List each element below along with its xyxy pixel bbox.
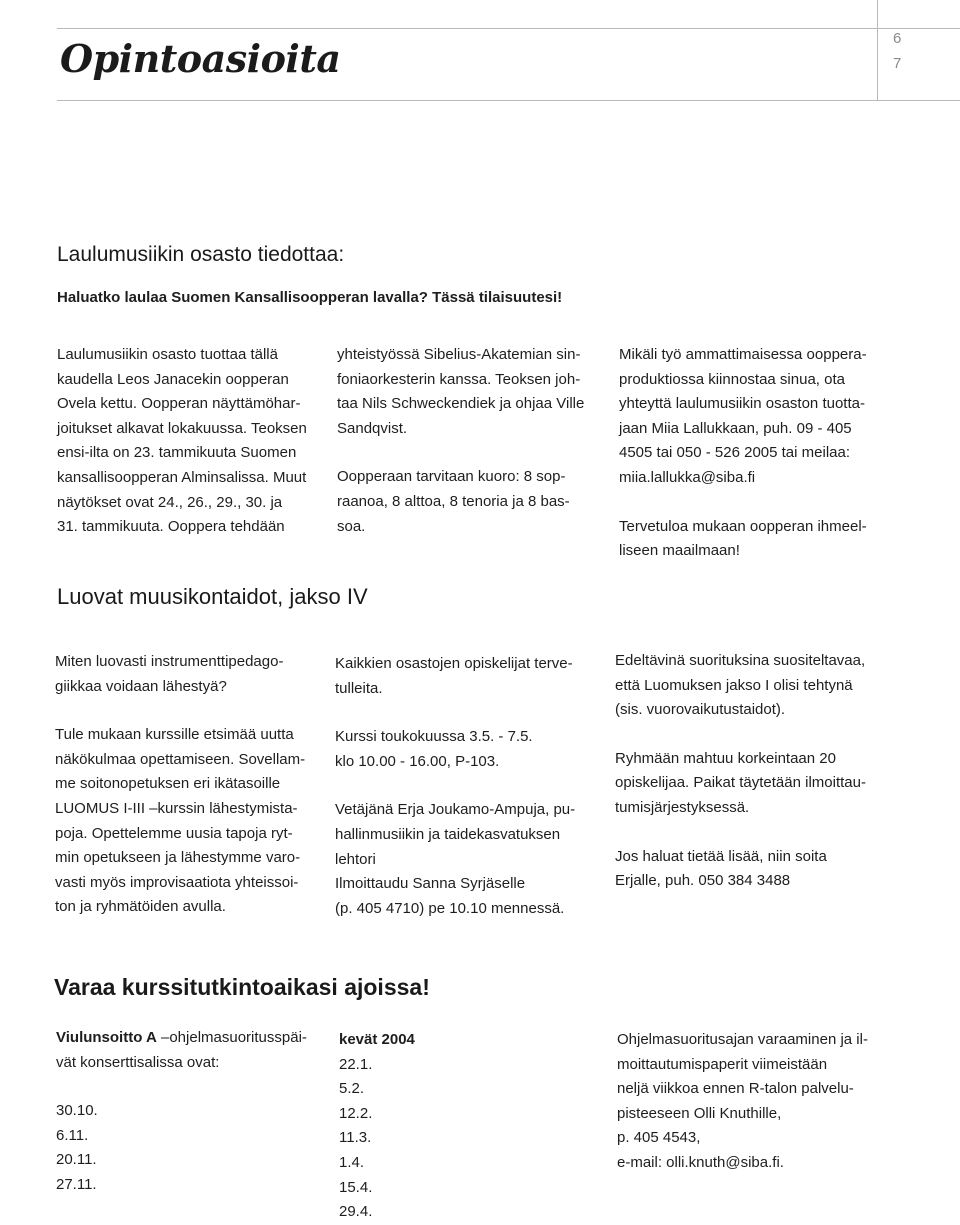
text-line: LUOMUS I-III –kurssin lähestymista- [55, 799, 298, 817]
article-column [337, 343, 603, 539]
text-line: tulleita. [335, 679, 383, 697]
text-line: yhteyttä laulumusiikin osaston tuotta- [619, 395, 865, 413]
date-item: 5.2. [339, 1080, 365, 1098]
date-item: 6.11. [56, 1126, 89, 1144]
text-line: Erjalle, puh. 050 384 3488 [615, 872, 791, 890]
paragraph [56, 1026, 324, 1051]
text-line: neljä viikkoa ennen R-talon palvelu- [617, 1080, 854, 1098]
text-line: Ovela kettu. Oopperan näyttämöhar- [57, 395, 301, 413]
term-heading: kevät 2004 [339, 1031, 415, 1048]
text-line: vasti myös improvisaatiota yhteissoi- [55, 873, 299, 891]
page-number: 6 [893, 30, 902, 47]
article-column [56, 1026, 324, 1198]
text-line: Ilmoittaudu Sanna Syrjäselle [335, 875, 526, 893]
header-top-rule [57, 28, 960, 29]
text-line: klo 10.00 - 16.00, P-103. [335, 752, 500, 770]
section-title: Varaa kurssitutkintoaikasi ajoissa! [54, 974, 430, 1000]
paragraph [335, 652, 601, 701]
text-line: produktiossa kiinnostaa sinua, ota [619, 370, 845, 388]
text-line: p. 405 4543, [617, 1129, 701, 1147]
paragraph: vät konserttisalissa ovat: [56, 1053, 220, 1071]
text-line: taa Nils Schweckendiek ja ohjaa Ville [337, 395, 585, 413]
text-line: hallinmusiikin ja taidekasvatuksen [335, 825, 561, 843]
date-item: 22.1. [339, 1055, 373, 1073]
section-lead: Haluatko laulaa Suomen Kansallisoopperan lavalla? Tässä tilaisuutesi! [57, 289, 563, 306]
text-line: näkökulmaa opettamiseen. Sovellam- [55, 750, 306, 768]
date-item: 15.4. [339, 1178, 373, 1196]
text-line: joitukset alkavat lokakuussa. Teoksen [57, 419, 307, 437]
text-line: Laulumusiikin osasto tuottaa tällä [57, 346, 278, 363]
text-line: kaudella Leos Janacekin oopperan [57, 370, 289, 388]
text-line: Tule mukaan kurssille etsimää uutta [55, 726, 294, 744]
text-line: me soitonopetuksen eri ikätasoille [55, 775, 281, 793]
paragraph [619, 515, 909, 564]
date-item: 30.10. [56, 1102, 98, 1120]
paragraph [55, 650, 317, 699]
text-line: Tervetuloa mukaan oopperan ihmeel- [619, 517, 867, 535]
course-name: Viulunsoitto A [56, 1029, 157, 1046]
text-line: Oopperaan tarvitaan kuoro: 8 sop- [337, 468, 566, 486]
text-line: että Luomuksen jakso I olisi tehtynä [615, 676, 853, 694]
paragraph [335, 798, 601, 921]
text-line: ton ja ryhmätöiden avulla. [55, 898, 226, 916]
text-line: näytökset ovat 24., 26., 29., 30. ja [57, 493, 283, 511]
text-line: foniaorkesterin kanssa. Teoksen joh- [337, 370, 581, 388]
article-column [619, 343, 909, 564]
text-line: jaan Miia Lallukkaan, puh. 09 - 405 [619, 419, 852, 437]
article-column [335, 652, 601, 921]
date-item: 27.11. [56, 1175, 97, 1193]
article-column [615, 649, 909, 894]
paragraph [337, 465, 603, 539]
text-line: liseen maailmaan! [619, 542, 740, 560]
date-item: 12.2. [339, 1104, 373, 1122]
text-line: e-mail: olli.knuth@siba.fi. [617, 1153, 784, 1171]
section-title: Luovat muusikontaidot, jakso IV [57, 584, 368, 609]
text-line: min opetukseen ja lähestymme varo- [55, 849, 301, 867]
text-line: Sandqvist. [337, 419, 408, 437]
text-line: raanoa, 8 alttoa, 8 tenoria ja 8 bas- [337, 492, 570, 510]
course-text: –ohjelmasuoritusspäi- [156, 1029, 307, 1046]
text-line: Kurssi toukokuussa 3.5. - 7.5. [335, 728, 533, 746]
page-number: 7 [893, 55, 902, 72]
text-line: Vetäjänä Erja Joukamo-Ampuja, pu- [335, 801, 576, 819]
article-column [339, 1028, 539, 1225]
text-line: tumisjärjestyksessä. [615, 798, 750, 816]
text-line: lehtori [335, 850, 376, 868]
text-line: Ohjelmasuoritusajan varaaminen ja il- [617, 1031, 868, 1048]
date-list [56, 1099, 324, 1197]
text-line: poja. Opettelemme uusia tapoja ryt- [55, 824, 293, 842]
text-line: Edeltävinä suorituksina suositeltavaa, [615, 652, 866, 669]
text-line: (p. 405 4710) pe 10.10 mennessä. [335, 899, 565, 917]
section-title: Laulumusiikin osasto tiedottaa: [57, 243, 345, 266]
date-item: 11.3. [339, 1129, 372, 1147]
text-line: 31. tammikuuta. Ooppera tehdään [57, 518, 285, 536]
article-column [57, 343, 319, 540]
header-page-divider [877, 0, 878, 101]
date-list [339, 1053, 539, 1225]
date-item: 1.4. [339, 1153, 365, 1171]
text-line: Ryhmään mahtuu korkeintaan 20 [615, 749, 836, 767]
text-line: giikkaa voidaan lähestyä? [55, 677, 227, 695]
paragraph [615, 845, 909, 894]
date-item: 20.11. [56, 1151, 97, 1169]
text-line: Miten luovasti instrumenttipedago- [55, 653, 284, 670]
paragraph [55, 723, 317, 920]
text-line: opiskelijaa. Paikat täytetään ilmoittau- [615, 774, 866, 792]
paragraph [335, 725, 601, 774]
text-line: Kaikkien osastojen opiskelijat terve- [335, 655, 573, 672]
text-line: soa. [337, 517, 366, 535]
text-line: (sis. vuorovaikutustaidot). [615, 701, 786, 719]
paragraph [615, 649, 909, 723]
text-line: 4505 tai 050 - 526 2005 tai meilaa: [619, 444, 850, 462]
text-line: Mikäli työ ammattimaisessa ooppera- [619, 346, 867, 363]
text-line: miia.lallukka@siba.fi [619, 468, 756, 486]
header-bottom-rule [57, 100, 960, 101]
date-item: 29.4. [339, 1203, 373, 1221]
paragraph [619, 343, 909, 491]
article-column [617, 1028, 907, 1176]
article-column [55, 650, 317, 920]
text-line: yhteistyössä Sibelius-Akatemian sin- [337, 346, 581, 363]
page-title: Opintoasioita [60, 36, 341, 81]
text-line: pisteeseen Olli Knuthille, [617, 1104, 782, 1122]
text-line: Jos haluat tietää lisää, niin soita [615, 847, 827, 865]
paragraph [615, 747, 909, 821]
paragraph [337, 343, 603, 441]
text-line: moittautumispaperit viimeistään [617, 1055, 828, 1073]
text-line: kansallisoopperan Alminsalissa. Muut [57, 468, 307, 486]
text-line: ensi-ilta on 23. tammikuuta Suomen [57, 444, 297, 462]
